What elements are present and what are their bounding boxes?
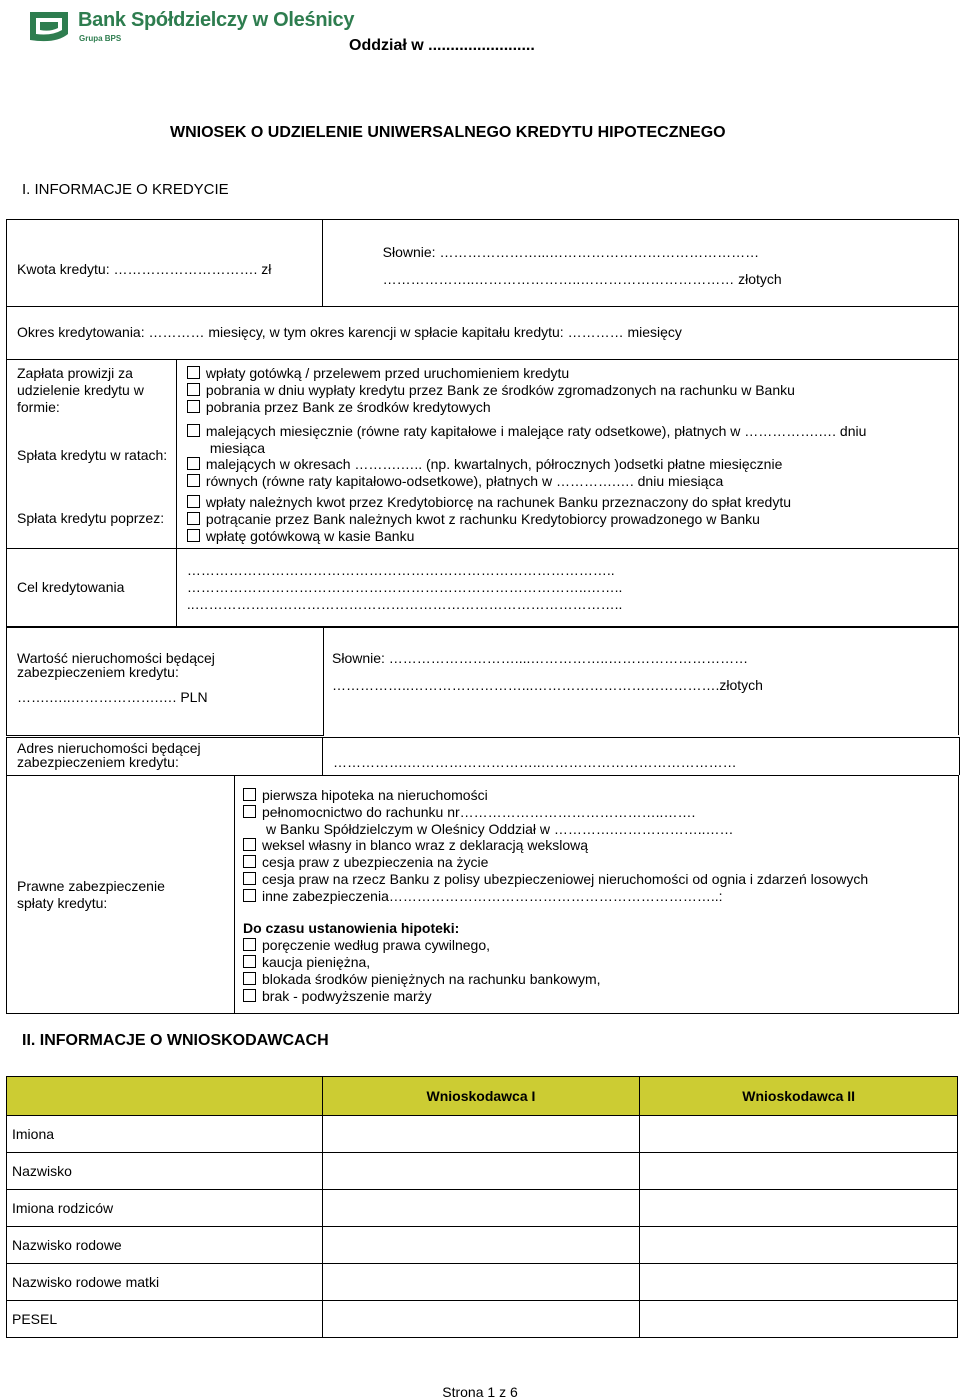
installments-option-equal[interactable] [187, 473, 723, 490]
option-label: pełnomocnictwo do rachunku nr……………………………………..……. [262, 804, 696, 820]
row-label-pesel: PESEL [7, 1301, 323, 1338]
checkbox-icon[interactable] [243, 955, 256, 968]
option-label: kaucja pieniężna, [262, 954, 371, 970]
property-value-words-cell [322, 626, 959, 735]
option-label: inne zabezpieczenia……………………………………………………………..: [262, 888, 723, 904]
property-address-label-2: zabezpieczeniem kredytu: [17, 754, 179, 770]
section-2-heading: II. INFORMACJE O WNIOSKODAWCACH [22, 1032, 329, 1049]
table-row [7, 1227, 958, 1264]
applicant-1-surname-field[interactable] [322, 1153, 640, 1190]
property-value-amount[interactable]: …….…..……………….…. PLN [17, 689, 208, 705]
option-label: pobrania w dniu wypłaty kredytu przez Bank ze środków zgromadzonych na rachunku w Banku [205, 382, 795, 398]
checkbox-icon[interactable] [243, 838, 256, 851]
checkbox-icon[interactable] [187, 366, 200, 379]
table-row [7, 1153, 958, 1190]
collateral-option-other[interactable] [243, 888, 723, 905]
option-label: weksel własny in blanco wraz z deklaracją wekslową [262, 837, 589, 853]
repayment-label: Spłata kredytu poprzez: [17, 510, 165, 526]
table-row [7, 1264, 958, 1301]
loan-amount-cell [7, 220, 323, 307]
option-label: blokada środków pieniężnych na rachunku bankowym, [262, 971, 601, 987]
row-label-mother-maiden-name: Nazwisko rodowe matki [7, 1264, 323, 1301]
interim-option-account-block[interactable] [243, 971, 601, 988]
loan-amount-words-cell [322, 220, 958, 307]
checkbox-icon[interactable] [187, 424, 200, 437]
loan-info-table [6, 219, 959, 628]
applicant-2-surname-field[interactable] [640, 1153, 958, 1190]
property-address-value-cell [322, 737, 960, 775]
branch-field[interactable]: Oddział w ........................ [349, 37, 535, 54]
loan-period-field[interactable]: Okres kredytowania: ………… miesięcy, w tym okres karencji w spłacie kapitału kredytu: ………… miesięcy [17, 324, 682, 340]
collateral-label-cell [6, 775, 235, 1014]
loan-amount-field[interactable]: Kwota kredytu: …………………………. zł [17, 261, 272, 277]
option-label: wpłaty gotówką / przelewem przed uruchomieniem kredytu [205, 365, 570, 381]
collateral-label-1: Prawne zabezpieczenie [17, 878, 165, 894]
applicant-1-parents-names-field[interactable] [322, 1190, 640, 1227]
commission-option-cash[interactable] [187, 365, 569, 382]
applicant-1-first-names-field[interactable] [322, 1116, 640, 1153]
collateral-option-property-insurance[interactable] [243, 871, 868, 888]
purpose-label: Cel kredytowania [17, 579, 125, 595]
option-label: poręczenie według prawa cywilnego, [262, 937, 491, 953]
applicant-2-mother-maiden-name-field[interactable] [640, 1264, 958, 1301]
option-label: pobrania przez Bank ze środków kredytowych [205, 399, 491, 415]
installments-option-decreasing[interactable] [187, 423, 867, 440]
checkbox-icon[interactable] [243, 989, 256, 1002]
row-label-parents-names: Imiona rodziców [7, 1190, 323, 1227]
row-label-surname: Nazwisko [7, 1153, 323, 1190]
applicant-1-pesel-field[interactable] [322, 1301, 640, 1338]
applicant-1-mother-maiden-name-field[interactable] [322, 1264, 640, 1301]
interim-heading: Do czasu ustanowienia hipoteki: [243, 920, 460, 936]
applicants-header-blank [7, 1077, 323, 1116]
commission-label-3: formie: [17, 399, 60, 415]
loan-terms-options-cell [176, 360, 958, 549]
installments-option-periodic[interactable] [187, 456, 783, 473]
purpose-value-cell [176, 549, 958, 628]
checkbox-icon[interactable] [243, 788, 256, 801]
option-label: cesja praw na rzecz Banku z polisy ubezpieczeniowej nieruchomości od ognia i zdarzeń losowych [262, 871, 869, 887]
property-address-value[interactable]: …………….………………………..…………………………………… [333, 754, 737, 770]
property-value-words-line-2[interactable]: ……………..……………………...………………………………….złotych [332, 677, 763, 693]
table-row [7, 1116, 958, 1153]
checkbox-icon[interactable] [187, 529, 200, 542]
bank-logo-icon [26, 8, 72, 44]
loan-amount-words-line-2[interactable]: ………………..…………………..…………………………… złotych [382, 271, 782, 287]
bank-logo-group: Grupa BPS [79, 34, 122, 43]
option-label: brak - podwyższenie marży [262, 988, 432, 1004]
installments-option-decreasing-cont: miesiąca [209, 440, 266, 456]
collateral-option-mortgage[interactable] [243, 787, 488, 804]
purpose-label-cell [7, 549, 177, 628]
repayment-option-deduction[interactable] [187, 511, 760, 528]
collateral-option-life-insurance[interactable] [243, 854, 488, 871]
page-number: Strona 1 z 6 [442, 1384, 518, 1400]
property-value-label-1: Wartość nieruchomości będącej [17, 650, 215, 666]
commission-label-1: Zapłata prowizji za [17, 365, 133, 381]
collateral-option-power-of-attorney[interactable] [243, 804, 695, 821]
checkbox-icon[interactable] [187, 512, 200, 525]
applicants-header-row [7, 1077, 958, 1116]
option-label: cesja praw z ubezpieczenia na życie [262, 854, 489, 870]
applicant-1-header: Wnioskodawca I [322, 1077, 640, 1116]
table-row [7, 1301, 958, 1338]
interim-option-guarantee[interactable] [243, 937, 490, 954]
repayment-option-transfer[interactable] [187, 494, 791, 511]
applicant-2-first-names-field[interactable] [640, 1116, 958, 1153]
option-label: malejących w okresach ……….….. (np. kwartalnych, półrocznych )odsetki płatne miesięcznie [205, 456, 783, 472]
loan-period-cell [7, 307, 959, 360]
checkbox-icon[interactable] [187, 457, 200, 470]
property-value-words-line-1[interactable]: Słownie: ………………………....……………..………………………… [332, 650, 749, 666]
collateral-bank-line[interactable]: w Banku Spółdzielczym w Oleśnicy Oddział w ………….………………..…… [266, 821, 734, 837]
checkbox-icon[interactable] [187, 383, 200, 396]
applicant-2-parents-names-field[interactable] [640, 1190, 958, 1227]
option-label: malejących miesięcznie (równe raty kapitałowe i malejące raty odsetkowe), płatnych w …………….…. dniu [205, 423, 867, 439]
property-value-cell [6, 626, 324, 736]
bank-logo-name: Bank Spółdzielczy w Oleśnicy [78, 9, 355, 31]
row-label-first-names: Imiona [7, 1116, 323, 1153]
property-value-label-2: zabezpieczeniem kredytu: [17, 664, 179, 680]
interim-option-deposit[interactable] [243, 954, 370, 971]
collateral-label-2: spłaty kredytu: [17, 895, 108, 911]
option-label: wpłatę gotówkową w kasie Banku [205, 528, 415, 544]
applicant-2-pesel-field[interactable] [640, 1301, 958, 1338]
commission-option-credit[interactable] [187, 399, 491, 416]
installments-label: Spłata kredytu w ratach: [17, 447, 168, 463]
checkbox-icon[interactable] [243, 855, 256, 868]
collateral-options-cell [233, 775, 959, 1014]
purpose-line-1[interactable]: ……………………………………………………………………………….. [186, 562, 615, 578]
option-label: pierwsza hipoteka na nieruchomości [262, 787, 488, 803]
property-address-label-1: Adres nieruchomości będącej [17, 740, 201, 756]
commission-label-2: udzielenie kredytu w [17, 382, 144, 398]
applicants-table [6, 1076, 958, 1338]
checkbox-icon[interactable] [243, 805, 256, 818]
commission-option-account[interactable] [187, 382, 795, 399]
interim-option-margin-increase[interactable] [243, 988, 432, 1005]
checkbox-icon[interactable] [187, 400, 200, 413]
applicant-2-maiden-name-field[interactable] [640, 1227, 958, 1264]
option-label: wpłaty należnych kwot przez Kredytobiorcę na rachunek Banku przeznaczony do spłat kredytu [205, 494, 792, 510]
loan-terms-labels-cell [7, 360, 177, 549]
row-label-maiden-name: Nazwisko rodowe [7, 1227, 323, 1264]
bank-logo [26, 8, 355, 46]
checkbox-icon[interactable] [243, 872, 256, 885]
checkbox-icon[interactable] [243, 972, 256, 985]
collateral-option-promissory-note[interactable] [243, 837, 588, 854]
applicant-2-header: Wnioskodawca II [640, 1077, 958, 1116]
purpose-line-3[interactable]: ..……………………………………………………………………………….. [186, 596, 623, 612]
applicant-1-maiden-name-field[interactable] [322, 1227, 640, 1264]
checkbox-icon[interactable] [187, 495, 200, 508]
document-title: WNIOSEK O UDZIELENIE UNIWERSALNEGO KREDYTU HIPOTECZNEGO [170, 124, 726, 141]
checkbox-icon[interactable] [187, 474, 200, 487]
property-address-label-cell [6, 737, 323, 775]
checkbox-icon[interactable] [243, 938, 256, 951]
purpose-line-2[interactable]: …………………………………………………………………………..…….. [186, 579, 623, 595]
table-row [7, 1190, 958, 1227]
option-label: równych (równe raty kapitałowo-odsetkowe), płatnych w ………….…. dniu miesiąca [205, 473, 724, 489]
checkbox-icon[interactable] [243, 889, 256, 902]
section-1-heading: I. INFORMACJE O KREDYCIE [22, 181, 229, 198]
repayment-option-cash[interactable] [187, 528, 415, 545]
option-label: potrącanie przez Bank należnych kwot z rachunku Kredytobiorcy prowadzonego w Banku [205, 511, 760, 527]
loan-amount-words-line-1[interactable]: Słownie: …………………...……………………………………… [382, 244, 760, 260]
